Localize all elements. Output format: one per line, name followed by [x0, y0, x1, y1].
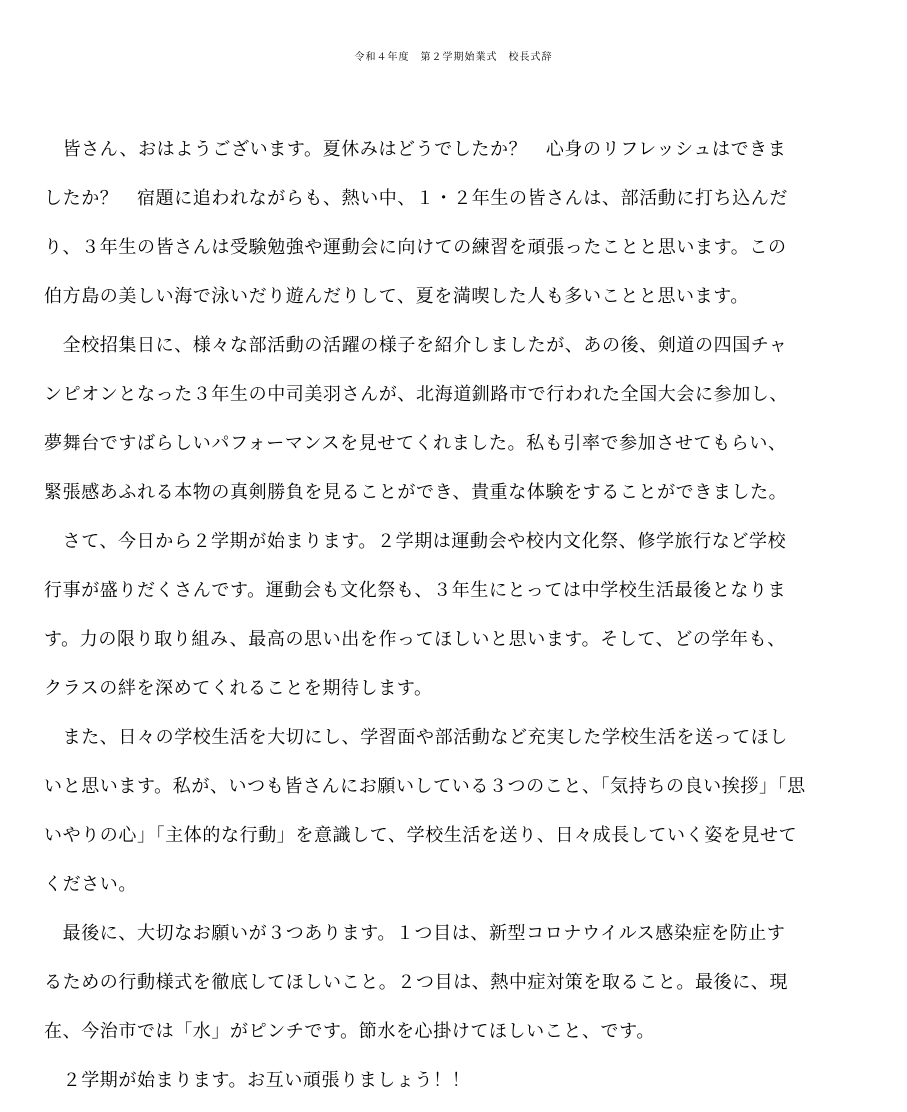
text-line: るための行動様式を徹底してほしいこと。２つ目は、熱中症対策を取ること。最後に、現 [44, 972, 788, 993]
text-line: したか？ 宿題に追われながらも、熱い中、１・２年生の皆さんは、部活動に打ち込んだ [44, 188, 788, 209]
text-line: また、日々の学校生活を大切にし、学習面や部活動など充実した学校生活を送ってほし [44, 727, 788, 748]
text-line: 夢舞台ですばらしいパフォーマンスを見せてくれました。私も引率で参加させてもらい、 [44, 433, 787, 454]
text-line: 緊張感あふれる本物の真剣勝負を見ることができ、貴重な体験をすることができました。 [44, 482, 788, 503]
text-line: 皆さん、おはようございます。夏休みはどうでしたか？ 心身のリフレッシュはできま [44, 139, 787, 160]
text-line: いやりの心」「主体的な行動」を意識して、学校生活を送り、日々成長していく姿を見せて [44, 825, 798, 846]
document-title: 令和４年度 第２学期始業式 校長式辞 [354, 52, 553, 63]
text-line: ください。 [44, 874, 137, 895]
speech-body [44, 132, 864, 1112]
text-line: さて、今日から２学期が始まります。２学期は運動会や校内文化祭、修学旅行など学校 [44, 531, 787, 552]
text-line: 在、今治市では「水」がピンチです。節水を心掛けてほしいこと、です。 [44, 1021, 655, 1042]
text-line: 行事が盛りだくさんです。運動会も文化祭も、３年生にとっては中学校生活最後となりま [44, 580, 787, 601]
text-line: 全校招集日に、様々な部活動の活躍の様子を紹介しましたが、あの後、剣道の四国チャ [44, 335, 788, 356]
text-line: いと思います。私が、いつも皆さんにお願いしている３つのこと、「気持ちの良い挨拶」「思 [44, 776, 806, 797]
text-line: す。力の限り取り組み、最高の思い出を作ってほしいと思います。そして、どの学年も、 [44, 629, 786, 650]
text-line: ンピオンとなった３年生の中司美羽さんが、北海道釧路市で行われた全国大会に参加し、 [44, 384, 788, 405]
text-line: 伯方島の美しい海で泳いだり遊んだりして、夏を満喫した人も多いことと思います。 [44, 286, 749, 307]
text-line: り、３年生の皆さんは受験勉強や運動会に向けての練習を頑張ったことと思います。この [44, 237, 787, 258]
text-line: ２学期が始まります。お互い頑張りましょう！！ [44, 1070, 471, 1091]
text-line: クラスの絆を深めてくれることを期待します。 [44, 678, 433, 699]
text-line: 最後に、大切なお願いが３つあります。１つ目は、新型コロナウイルス感染症を防止す [44, 923, 786, 944]
